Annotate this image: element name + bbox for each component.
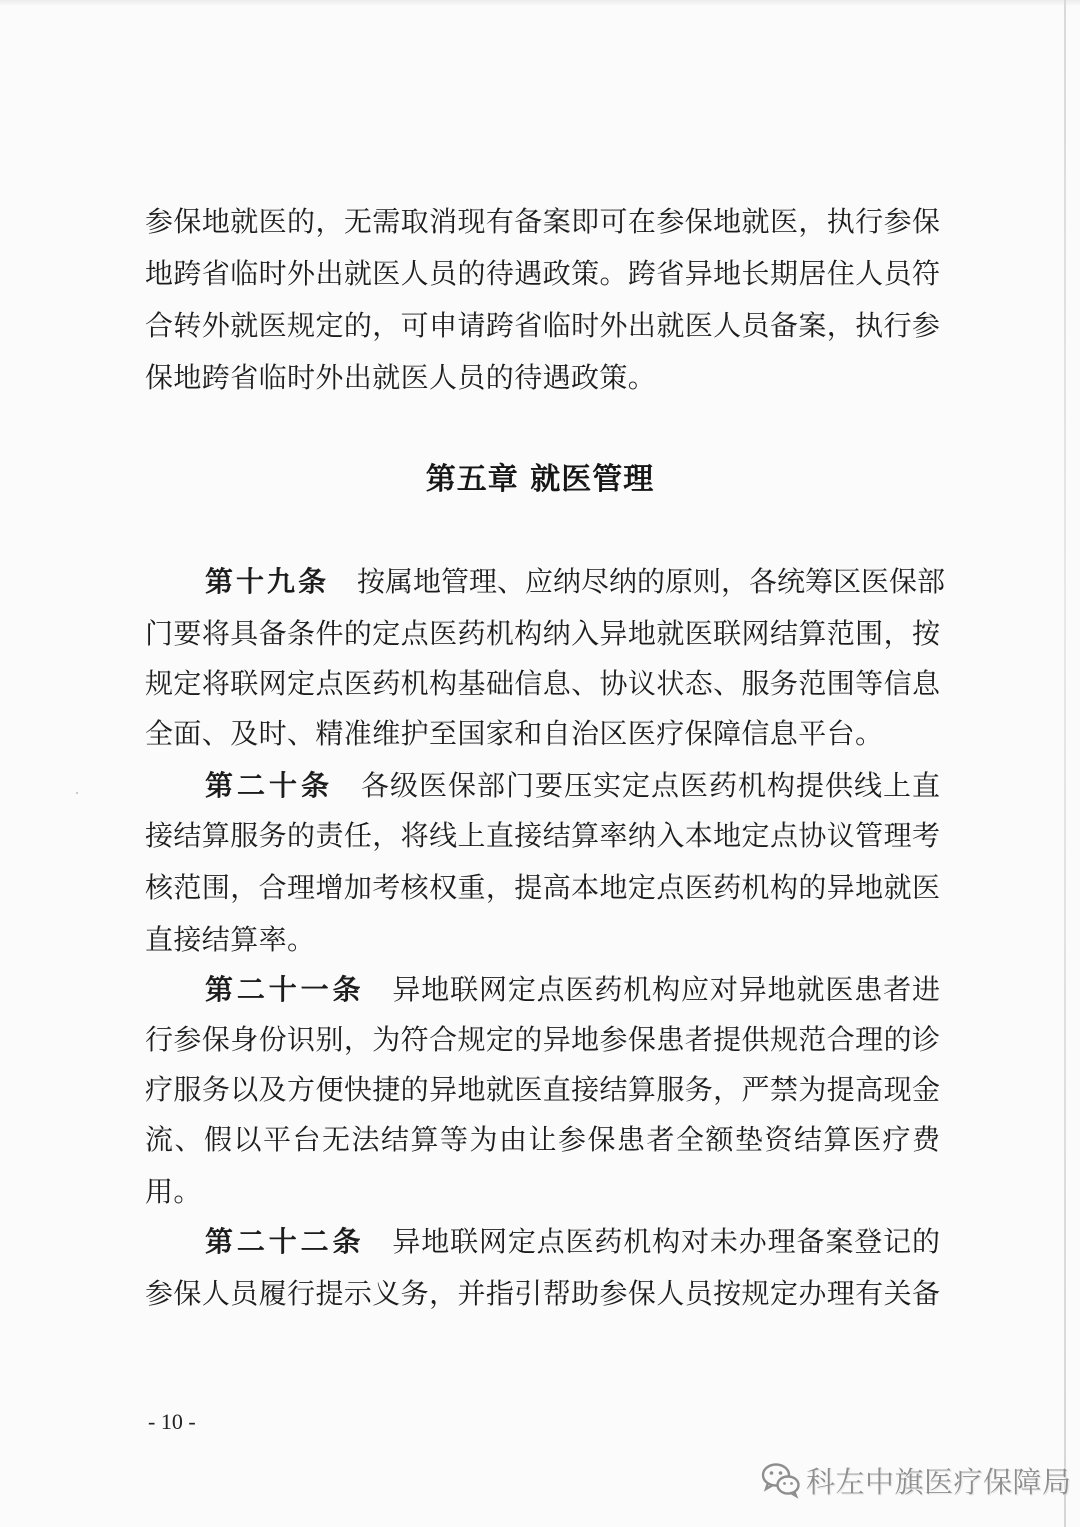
article-label: 第二十条 xyxy=(205,769,333,802)
chapter-heading: 第五章 就医管理 xyxy=(425,462,655,497)
article-label: 第十九条 xyxy=(205,565,330,598)
text-line: 保地跨省临时外出就医人员的待遇政策。 xyxy=(145,361,657,394)
article-label: 第二十二条 xyxy=(205,1225,365,1258)
text-line: 直接结算率。 xyxy=(145,923,316,956)
article-first-line xyxy=(205,768,940,804)
text-line: 行参保身份识别，为符合规定的异地参保患者提供规范合理的诊 xyxy=(145,1023,940,1056)
page-top-shadow xyxy=(0,0,1080,6)
text-line: 参保地就医的，无需取消现有备案即可在参保地就医，执行参保 xyxy=(145,205,940,238)
text-line: 用。 xyxy=(145,1175,202,1208)
article-text: 异地联网定点医药机构对未办理备案登记的 xyxy=(392,1225,940,1258)
text-line: 全面、及时、精准维护至国家和自治区医疗保障信息平台。 xyxy=(145,717,884,750)
text-line: 接结算服务的责任，将线上直接结算率纳入本地定点协议管理考 xyxy=(145,819,940,852)
text-line: 参保人员履行提示义务，并指引帮助参保人员按规定办理有关备 xyxy=(145,1277,940,1310)
text-line: 规定将联网定点医药机构基础信息、协议状态、服务范围等信息 xyxy=(145,667,940,700)
page-number: - 10 - xyxy=(148,1409,196,1434)
watermark-account-name: 科左中旗医疗保障局 xyxy=(806,1464,1072,1499)
article-text: 异地联网定点医药机构应对异地就医患者进 xyxy=(392,973,940,1006)
article-first-line xyxy=(205,972,940,1008)
text-line: 核范围，合理增加考核权重，提高本地定点医药机构的异地就医 xyxy=(145,871,940,904)
page-edge-line xyxy=(1064,0,1066,1527)
article-text: 各级医保部门要压实定点医药机构提供线上直 xyxy=(361,769,940,802)
text-line: 流、假以平台无法结算等为由让参保患者全额垫资结算医疗费 xyxy=(145,1123,940,1156)
text-line: 地跨省临时外出就医人员的待遇政策。跨省异地长期居住人员符 xyxy=(145,257,940,290)
scan-speck xyxy=(76,792,78,794)
wechat-icon xyxy=(760,1460,802,1500)
article-text: 按属地管理、应纳尽纳的原则，各统筹区医保部 xyxy=(357,565,946,598)
article-label: 第二十一条 xyxy=(205,973,365,1006)
article-first-line xyxy=(205,1224,940,1260)
wechat-watermark xyxy=(760,1458,1072,1502)
text-line: 合转外就医规定的，可申请跨省临时外出就医人员备案，执行参 xyxy=(145,309,940,342)
article-first-line xyxy=(205,564,946,600)
text-line: 门要将具备条件的定点医药机构纳入异地就医联网结算范围，按 xyxy=(145,617,940,650)
text-line: 疗服务以及方便快捷的异地就医直接结算服务，严禁为提高现金 xyxy=(145,1073,940,1106)
